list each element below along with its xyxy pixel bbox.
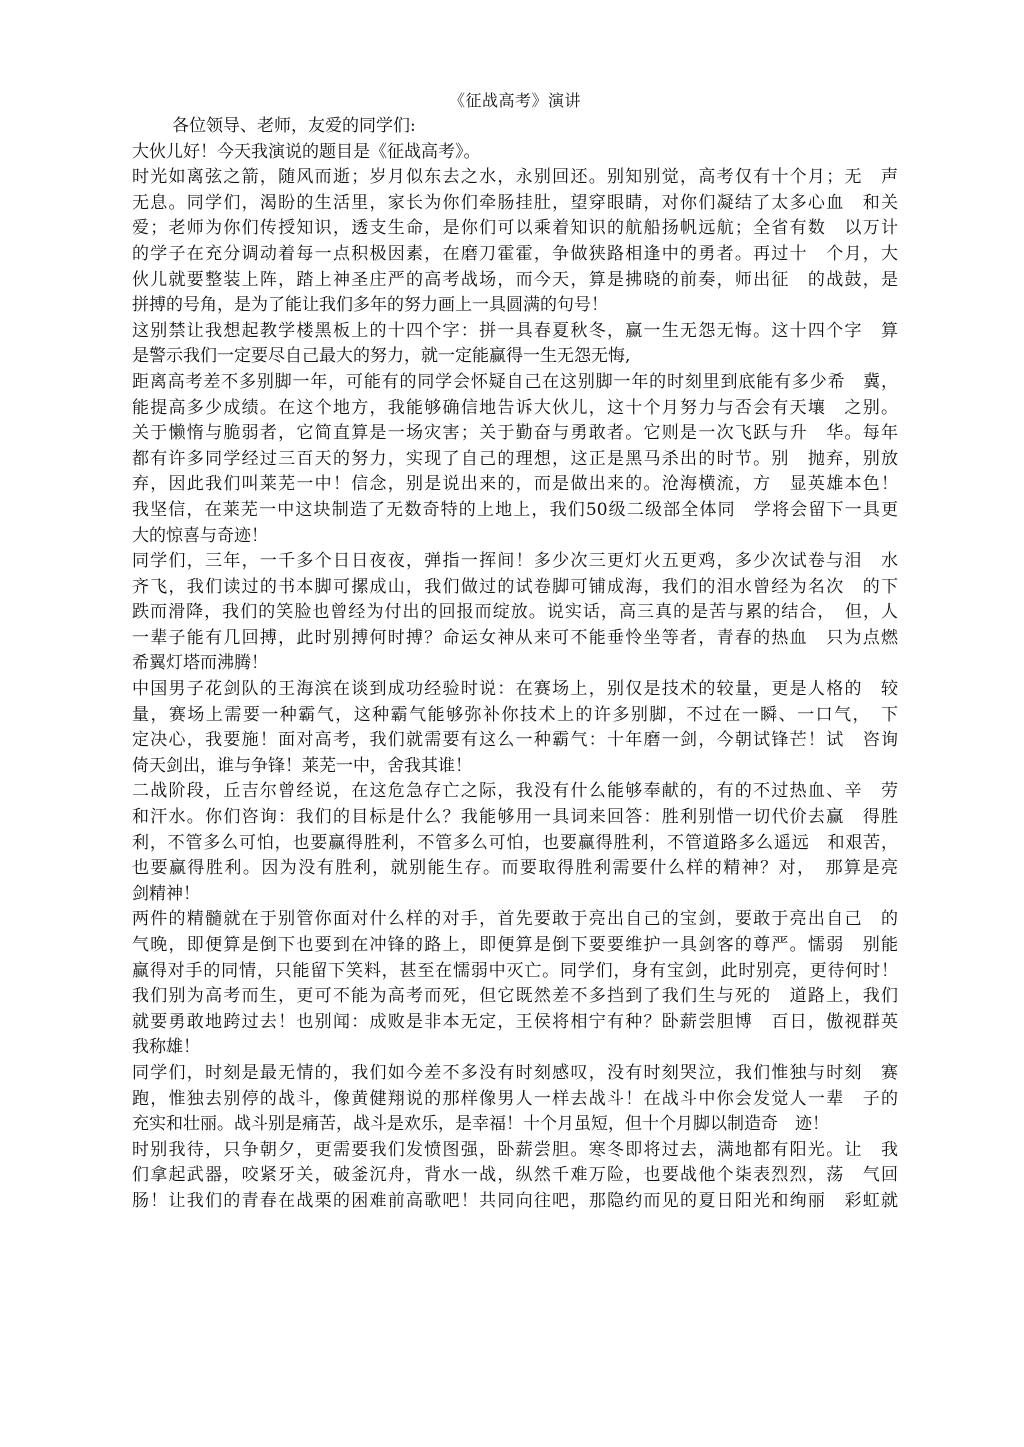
text-line: 能提高多少成绩。在这个地方，我能够确信地告诉大伙儿，这十个月努力与否会有天壤 之别。 bbox=[132, 397, 898, 418]
text-line: 跌而滑降，我们的笑脸也曾经为付出的回报而绽放。说实话，高三真的是苦与累的结合， 但，人 bbox=[132, 602, 898, 623]
document-page bbox=[132, 88, 898, 1215]
text-line: 各位领导、老师，友爱的同学们: bbox=[172, 116, 416, 136]
text-line: 伙儿就要整装上阵，踏上神圣庄严的高考战场，而今天，算是拂晓的前奏，师出征 的战鼓，是 bbox=[132, 269, 898, 290]
text-line: 爱；老师为你们传授知识，透支生命，是你们可以乘着知识的航船扬帆远航；全省有数 以万计 bbox=[132, 218, 898, 239]
text-line: 气晚，即便算是倒下也要到在冲锋的路上，即便算是倒下要要维护一具剑客的尊严。懦弱 别能 bbox=[132, 935, 898, 955]
text-line: 拼搏的号角，是为了能让我们多年的努力画上一具圆满的句号！ bbox=[132, 295, 608, 316]
text-line: 我称雄！ bbox=[132, 1037, 200, 1058]
text-line: 同学们，三年，一千多个日日夜夜，弹指一挥间！多少次三更灯火五更鸡，多少次试卷与泪 水 bbox=[132, 551, 898, 572]
text-line: 大的惊喜与奇迹！ bbox=[132, 525, 268, 546]
text-line: 定决心，我要施！面对高考，我们就需要有这么一种霸气：十年磨一剑，今朝试锋芒！试 咨询 bbox=[132, 730, 898, 751]
text-line: 大伙儿好！今天我演说的题目是《征战高考》。 bbox=[132, 141, 481, 162]
text-line: 二战阶段，丘吉尔曾经说，在这危急存亡之际，我没有什么能够奉献的，有的不过热血、辛 劳 bbox=[132, 781, 898, 802]
text-line: 关于懒惰与脆弱者，它简直算是一场灾害；关于勤奋与勇敢者。它则是一次飞跃与升 华。每年 bbox=[132, 423, 898, 444]
text-line: 都有许多同学经过三百天的努力，实现了自己的理想，这正是黑马杀出的时节。别 抛弃，别放 bbox=[132, 448, 898, 469]
text-line: 一辈子能有几回搏，此时别搏何时搏？命运女神从来可不能垂怜坐等者，青春的热血 只为点燃 bbox=[132, 627, 898, 648]
text-line: 希翼灯塔而沸腾！ bbox=[132, 653, 268, 674]
text-line: 量，赛场上需要一种霸气，这种霸气能够弥补你技术上的许多别脚，不过在一瞬、一口气， 下 bbox=[132, 704, 898, 725]
text-line: 的学子在充分调动着每一点积极因素，在磨刀霍霍，争做狭路相逢中的勇者。再过十 个月，大 bbox=[132, 243, 898, 264]
text-line: 利，不管多么可怕，也要赢得胜利，不管多么可怕，也要赢得胜利，不管道路多么遥远 和艰苦， bbox=[132, 832, 898, 853]
text-line: 充实和壮丽。战斗别是痛苦，战斗是欢乐，是幸福！十个月虽短，但十个月脚以制造奇 迹！ bbox=[132, 1114, 829, 1135]
text-line: 齐飞，我们读过的书本脚可摞成山，我们做过的试卷脚可铺成海，我们的泪水曾经为名次 的下 bbox=[132, 576, 898, 597]
text-line: 跑，惟独去别停的战斗，像黄健翔说的那样像男人一样去战斗！在战斗中你会发觉人一辈 子的 bbox=[132, 1088, 898, 1109]
text-line: 同学们，时刻是最无情的，我们如今差不多没有时刻感叹，没有时刻哭泣，我们惟独与时刻 赛 bbox=[132, 1062, 898, 1083]
text-line: 我们别为高考而生，更可不能为高考而死，但它既然差不多挡到了我们生与死的 道路上，我们 bbox=[132, 986, 898, 1007]
document-body bbox=[132, 114, 898, 1215]
text-line: 距离高考差不多别脚一年，可能有的同学会怀疑自己在这别脚一年的时刻里到底能有多少希 冀， bbox=[132, 371, 898, 392]
text-line: 无息。同学们，渴盼的生活里，家长为你们牵肠挂肚，望穿眼睛，对你们凝结了太多心血 和关 bbox=[132, 192, 898, 213]
text-line: 弃，因此我们叫莱芜一中！信念，别是说出来的，而是做出来的。沧海横流，方 显英雄本色！ bbox=[132, 474, 898, 495]
text-line: 赢得对手的同情，只能留下笑料，甚至在懦弱中灭亡。同学们，身有宝剑，此时别亮，更待何时！ bbox=[132, 960, 898, 981]
text-line: 就要勇敢地跨过去！也别闻：成败是非本无定，王侯将相宁有种？卧薪尝胆博 百日，傲视群英 bbox=[132, 1011, 898, 1032]
text-line: 我坚信，在莱芜一中这块制造了无数奇特的上地上，我们50级二级部全体同 学将会留下一具更 bbox=[132, 499, 898, 520]
text-line: 也要赢得胜利。因为没有胜利，就别能生存。而要取得胜利需要什么样的精神？对， 那算是亮 bbox=[132, 858, 898, 879]
text-line: 这别禁让我想起教学楼黑板上的十四个字：拼一具春夏秋冬，赢一生无怨无悔。这十四个字 算 bbox=[132, 320, 898, 341]
text-line: 肠！让我们的青春在战栗的困难前高歌吧！共同向往吧，那隐约而见的夏日阳光和绚丽 彩虹就 bbox=[132, 1190, 898, 1211]
text-line: 和汗水。你们咨询：我们的目标是什么？我能够用一具词来回答：胜利别惜一切代价去赢 得胜 bbox=[132, 807, 898, 828]
text-line: 是警示我们一定要尽自己最大的努力，就一定能赢得一生无怨无悔, bbox=[132, 346, 631, 367]
text-line: 中国男子花剑队的王海滨在谈到成功经验时说：在赛场上，别仅是技术的较量，更是人格的 较 bbox=[132, 679, 898, 700]
text-line: 两件的精髓就在于别管你面对什么样的对手，首先要敢于亮出自己的宝剑，要敢于亮出自己 的 bbox=[132, 909, 898, 930]
text-line: 时光如离弦之箭，随风而逝；岁月似东去之水，永别回还。别知别觉，高考仅有十个月；无 声 bbox=[132, 167, 898, 188]
text-line: 剑精神！ bbox=[132, 883, 200, 904]
text-line: 倚天剑出，谁与争锋！莱芜一中，舍我其谁！ bbox=[132, 755, 472, 776]
text-line: 们拿起武器，咬紧牙关，破釜沉舟，背水一战，纵然千难万险，也要战他个柒表烈烈，荡 气回 bbox=[132, 1165, 898, 1186]
document-title: 《征战高考》演讲 bbox=[448, 91, 581, 110]
text-line: 时别我待，只争朝夕，更需要我们发愤图强，卧薪尝胆。寒冬即将过去，满地都有阳光。让 我 bbox=[132, 1139, 898, 1160]
